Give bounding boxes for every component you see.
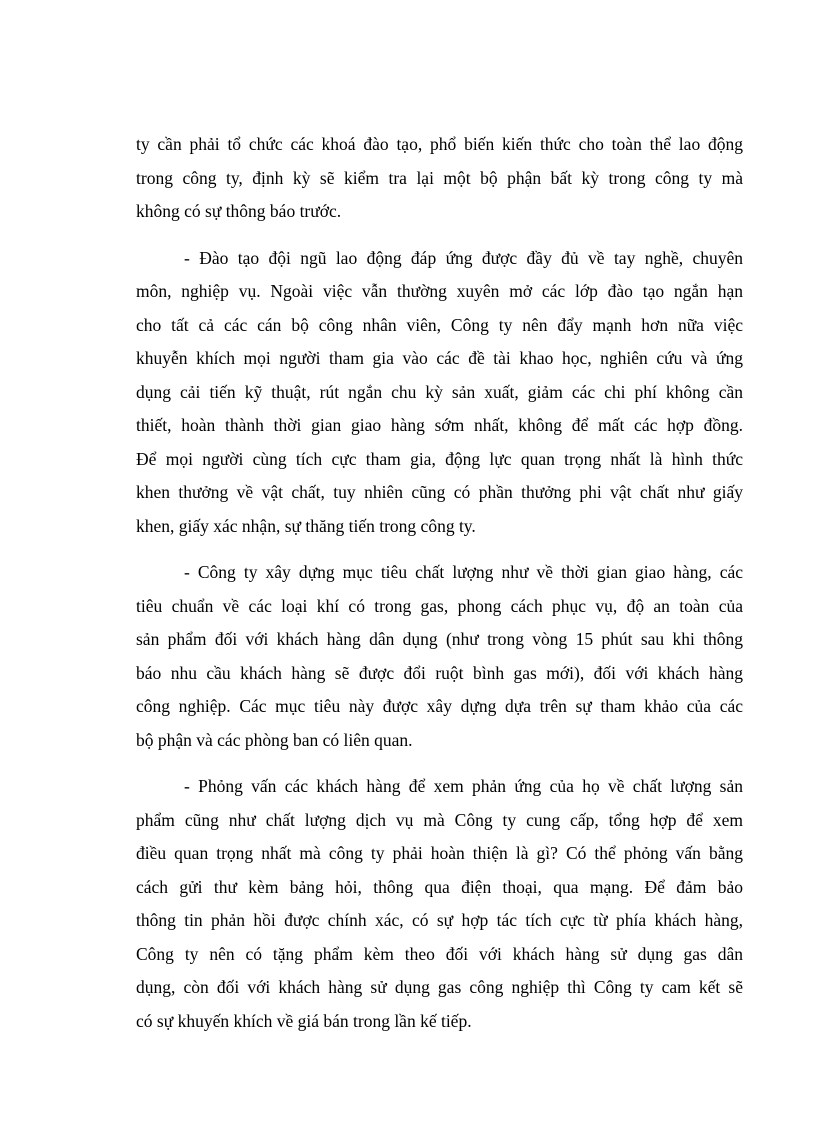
text-line: có sự khuyến khích về giá bán trong lần kế tiếp. bbox=[136, 1010, 472, 1031]
text-line: điều quan trọng nhất mà công ty phải hoàn thiện là gì? Có thể phỏng vấn bằng bbox=[136, 843, 743, 863]
text-line: cách gửi thư kèm bảng hỏi, thông qua điện thoại, qua mạng. Để đảm bảo bbox=[136, 876, 743, 897]
text-line: - Đào tạo đội ngũ lao động đáp ứng được đầy đủ về tay nghề, chuyên bbox=[184, 247, 743, 268]
text-line: - Phỏng vấn các khách hàng để xem phản ứng của họ về chất lượng sản bbox=[184, 776, 743, 796]
text-line: dụng cải tiến kỹ thuật, rút ngắn chu kỳ sản xuất, giảm các chi phí không cần bbox=[136, 381, 743, 402]
paragraph-2 bbox=[136, 242, 743, 544]
document-page bbox=[136, 128, 743, 1051]
text-line: khuyễn khích mọi người tham gia vào các đề tài khao học, nghiên cứu và ứng bbox=[136, 348, 743, 368]
text-line: tiêu chuẩn về các loại khí có trong gas, phong cách phục vụ, độ an toàn của bbox=[136, 595, 743, 616]
text-line: thông tin phản hồi được chính xác, có sự hợp tác tích cực từ phía khách hàng, bbox=[136, 910, 743, 930]
text-line: báo nhu cầu khách hàng sẽ được đổi ruột bình gas mới), đối với khách hàng bbox=[136, 662, 743, 683]
text-line: dụng, còn đối với khách hàng sử dụng gas công nghiệp thì Công ty cam kết sẽ bbox=[136, 977, 743, 997]
paragraph-4 bbox=[136, 770, 743, 1038]
text-line: thiết, hoàn thành thời gian giao hàng sớm nhất, không để mất các hợp đồng. bbox=[136, 415, 743, 435]
text-line: khen, giấy xác nhận, sự thăng tiến trong công ty. bbox=[136, 515, 476, 536]
text-line: sản phẩm đối với khách hàng dân dụng (như trong vòng 15 phút sau khi thông bbox=[136, 629, 743, 649]
text-line: bộ phận và các phòng ban có liên quan. bbox=[136, 729, 413, 750]
text-line: cho tất cả các cán bộ công nhân viên, Công ty nên đẩy mạnh hơn nữa việc bbox=[136, 314, 743, 335]
text-line: trong công ty, định kỳ sẽ kiểm tra lại một bộ phận bất kỳ trong công ty mà bbox=[136, 167, 743, 188]
text-line: Để mọi người cùng tích cực tham gia, động lực quan trọng nhất là hình thức bbox=[136, 448, 743, 469]
paragraph-1 bbox=[136, 128, 743, 229]
text-line: công nghiệp. Các mục tiêu này được xây dựng dựa trên sự tham khảo của các bbox=[136, 696, 743, 716]
text-line: không có sự thông báo trước. bbox=[136, 201, 342, 221]
text-line: - Công ty xây dựng mục tiêu chất lượng như về thời gian giao hàng, các bbox=[184, 562, 743, 582]
paragraph-3 bbox=[136, 556, 743, 757]
text-line: ty cần phải tổ chức các khoá đào tạo, phổ biến kiến thức cho toàn thể lao động bbox=[136, 134, 743, 154]
text-line: môn, nghiệp vụ. Ngoài việc vẫn thường xuyên mở các lớp đào tạo ngắn hạn bbox=[136, 281, 743, 301]
text-line: phẩm cũng như chất lượng dịch vụ mà Công ty cung cấp, tổng hợp để xem bbox=[136, 809, 743, 830]
text-line: khen thưởng về vật chất, tuy nhiên cũng có phần thưởng phi vật chất như giấy bbox=[136, 482, 743, 502]
text-line: Công ty nên có tặng phẩm kèm theo đối với khách hàng sử dụng gas dân bbox=[136, 943, 743, 964]
